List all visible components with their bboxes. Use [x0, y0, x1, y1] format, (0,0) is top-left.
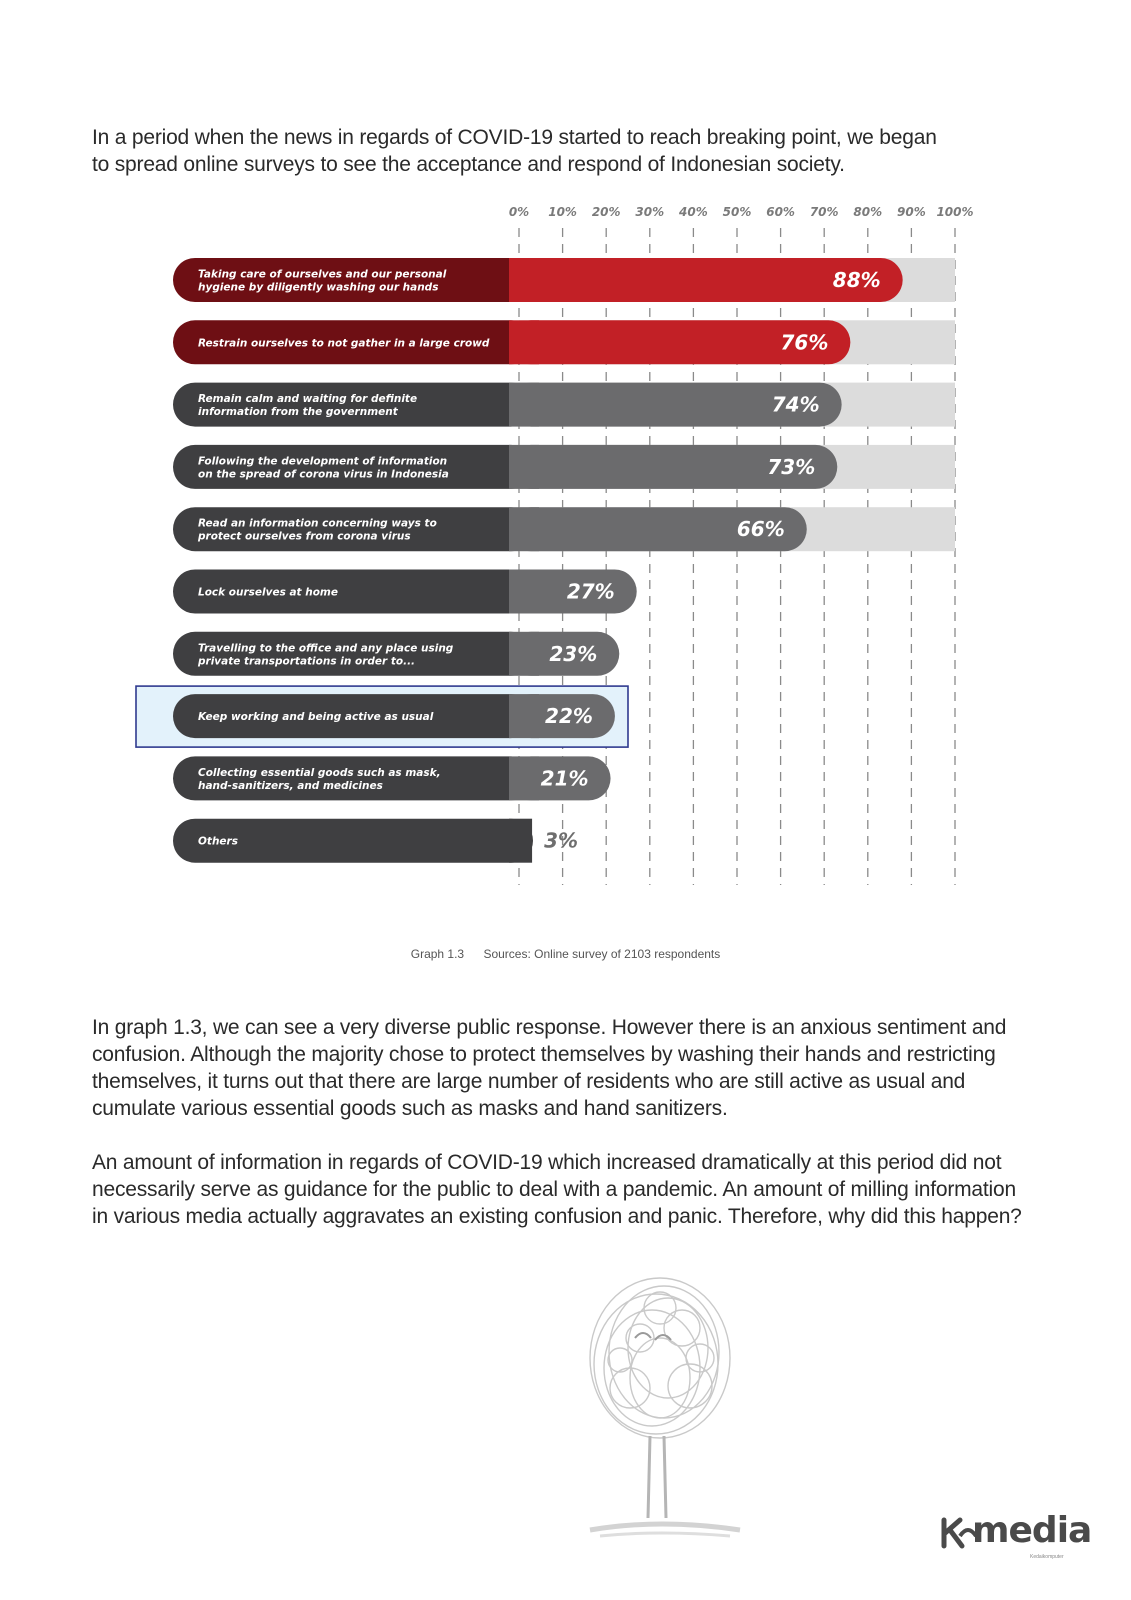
paragraph-2	[92, 1149, 1052, 1230]
value-label: 66%	[736, 517, 785, 542]
bar-join	[509, 320, 539, 364]
paragraph-1-line-4: cumulate various essential goods such as masks and hand sanitizers.	[92, 1097, 728, 1120]
bar-join	[509, 383, 539, 427]
intro-line-1: In a period when the news in regards of COVID-19 started to reach breaking point, we began	[92, 126, 937, 149]
paragraph-2-line-1: An amount of information in regards of COVID-19 which increased dramatically at this period did not	[92, 1151, 1002, 1174]
tick-label: 40%	[679, 205, 708, 219]
category-label: Following the development of information on the spread of corona virus in Indonesia	[198, 455, 449, 481]
value-label: 3%	[544, 828, 579, 853]
category-label: Lock ourselves at home	[198, 586, 338, 599]
category-label: Collecting essential goods such as mask, hand-sanitizers, and medicines	[198, 766, 441, 792]
bar-join	[509, 570, 539, 614]
tick-label: 10%	[548, 205, 577, 219]
value-label: 27%	[566, 579, 615, 604]
tick-label: 90%	[897, 205, 926, 219]
category-label: Others	[198, 835, 238, 848]
category-label: Taking care of ourselves and our personal hygiene by diligently washing our hands	[198, 268, 447, 294]
bar-join	[509, 632, 539, 676]
tick-label: 70%	[809, 205, 839, 219]
body-text	[92, 1014, 1052, 1257]
bar-chart	[0, 195, 1131, 915]
logo-text: media	[972, 1510, 1092, 1551]
value-label: 88%	[832, 268, 881, 292]
bar	[509, 819, 532, 863]
category-label: Restrain ourselves to not gather in a large crowd	[198, 337, 490, 350]
tick-label: 50%	[722, 205, 752, 219]
value-label: 22%	[545, 704, 593, 729]
value-label: 21%	[540, 766, 589, 791]
tick-label: 60%	[766, 205, 795, 219]
intro-text	[92, 124, 992, 178]
tick-label: 20%	[591, 205, 621, 219]
chart-caption	[0, 947, 1131, 961]
category-label: Remain calm and waiting for definite information from the government	[198, 393, 418, 419]
logo-tagline: Kedaikomputer	[1030, 1554, 1064, 1560]
paragraph-2-line-3: in various media actually aggravates an existing confusion and panic. Therefore, why did this happen?	[92, 1205, 1022, 1228]
bar-join	[509, 507, 539, 551]
category-label: Read an information concerning ways to protect ourselves from corona virus	[198, 517, 437, 543]
scribble-tree-figure-icon	[560, 1268, 760, 1568]
paragraph-1-line-3: themselves, it turns out that there are large number of residents who are still active as usual and	[92, 1070, 966, 1093]
intro-line-2: to spread online surveys to see the acceptance and respond of Indonesian society.	[92, 153, 845, 176]
tick-label: 0%	[508, 205, 530, 219]
tick-label: 80%	[853, 205, 883, 219]
value-label: 73%	[767, 454, 816, 479]
value-label: 76%	[780, 330, 829, 355]
value-label: 74%	[771, 392, 820, 417]
category-label: Travelling to the office and any place using private transportations in order to...	[198, 642, 454, 668]
paragraph-1-line-1: In graph 1.3, we can see a very diverse public response. However there is an anxious sentiment and	[92, 1016, 1007, 1039]
media-logo	[938, 1510, 1092, 1560]
paragraph-1-line-2: confusion. Although the majority chose to protect themselves by washing their hands and restricting	[92, 1043, 996, 1066]
bar-join	[509, 445, 539, 489]
bar-join	[509, 756, 539, 800]
value-label: 23%	[549, 641, 598, 666]
paragraph-2-line-2: necessarily serve as guidance for the public to deal with a pandemic. An amount of milling information	[92, 1178, 1016, 1201]
tick-label: 30%	[635, 205, 665, 219]
bar-join	[509, 694, 539, 738]
paragraph-1	[92, 1014, 1052, 1122]
tick-label: 100%	[936, 205, 974, 219]
bar-join	[509, 258, 539, 302]
graph-number: Graph 1.3	[410, 947, 465, 961]
chart-source: Sources: Online survey of 2103 respondents	[483, 947, 721, 961]
category-label: Keep working and being active as usual	[198, 711, 434, 724]
